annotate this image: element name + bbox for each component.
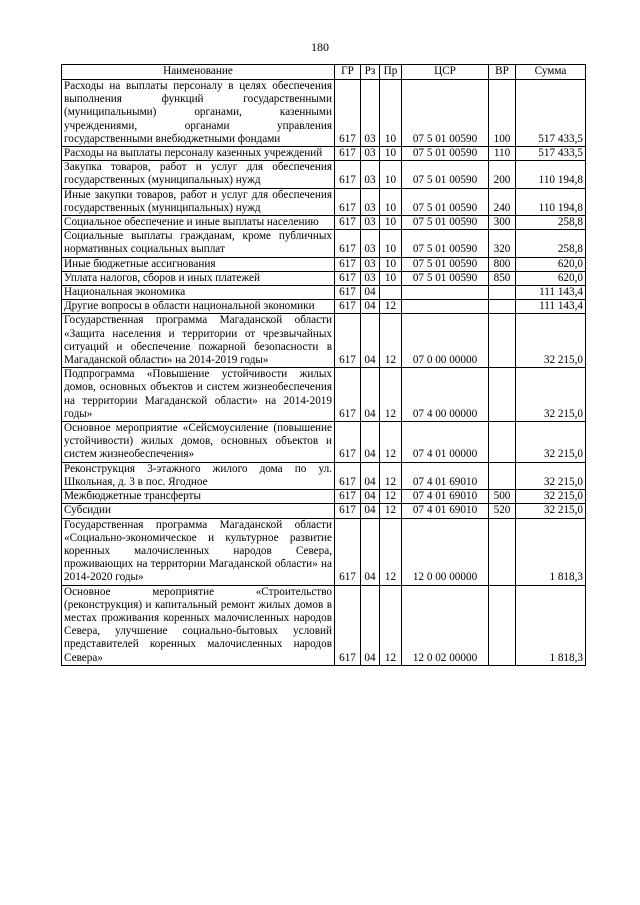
row-pr: 12 [380, 314, 402, 368]
row-vr: 200 [489, 161, 516, 188]
row-gr: 617 [335, 188, 361, 215]
table-row [62, 422, 586, 463]
row-pr: 12 [380, 422, 402, 463]
table-row [62, 80, 586, 147]
row-sum: 258,8 [516, 230, 586, 257]
row-rz: 03 [361, 230, 380, 257]
header-name: Наименование [62, 65, 335, 80]
row-pr: 10 [380, 271, 402, 285]
row-rz: 04 [361, 504, 380, 518]
row-name: Основное мероприятие «Строительство (реконструкция) и капитальный ремонт жилых домов в местах проживания коренных малочисленных народов Севера, улучшение социально-бытовых условий представителей коренных малочисленных народов Севера» [62, 585, 335, 665]
row-pr: 12 [380, 490, 402, 504]
row-name: Социальное обеспечение и иные выплаты населению [62, 216, 335, 230]
table-row [62, 147, 586, 161]
row-rz: 03 [361, 161, 380, 188]
table-row [62, 216, 586, 230]
row-name: Государственная программа Магаданской области «Социально-экономическое и культурное развитие коренных малочисленных народов Севера, проживающих на территории Магаданской области» на 2014-2020 годы» [62, 518, 335, 585]
row-rz: 04 [361, 585, 380, 665]
row-vr: 520 [489, 504, 516, 518]
row-rz: 04 [361, 314, 380, 368]
row-name: Национальная экономика [62, 286, 335, 300]
row-vr [489, 585, 516, 665]
row-name: Закупка товаров, работ и услуг для обеспечения государственных (муниципальных) нужд [62, 161, 335, 188]
row-name: Другие вопросы в области национальной экономики [62, 300, 335, 314]
row-gr: 617 [335, 216, 361, 230]
table-row [62, 504, 586, 518]
row-csr: 07 4 01 00000 [402, 422, 489, 463]
row-gr: 617 [335, 80, 361, 147]
header-gr: ГР [335, 65, 361, 80]
row-gr: 617 [335, 147, 361, 161]
row-sum: 620,0 [516, 257, 586, 271]
row-name: Расходы на выплаты персоналу казенных учреждений [62, 147, 335, 161]
row-gr: 617 [335, 230, 361, 257]
row-rz: 03 [361, 257, 380, 271]
row-pr [380, 286, 402, 300]
row-gr: 617 [335, 368, 361, 422]
table-body [62, 80, 586, 666]
row-gr: 617 [335, 462, 361, 489]
table-row [62, 230, 586, 257]
row-csr: 07 4 01 69010 [402, 462, 489, 489]
row-vr: 500 [489, 490, 516, 504]
row-pr: 10 [380, 216, 402, 230]
row-csr: 07 5 01 00590 [402, 216, 489, 230]
row-name: Основное мероприятие «Сейсмоусиление (повышение устойчивости) жилых домов, основных объектов и систем жизнеобеспечения» [62, 422, 335, 463]
table-row [62, 286, 586, 300]
row-name: Иные закупки товаров, работ и услуг для обеспечения государственных (муниципальных) нужд [62, 188, 335, 215]
row-vr: 240 [489, 188, 516, 215]
row-vr [489, 518, 516, 585]
row-name: Иные бюджетные ассигнования [62, 257, 335, 271]
page-number: 180 [311, 40, 329, 54]
row-sum: 517 433,5 [516, 147, 586, 161]
row-pr: 10 [380, 80, 402, 147]
row-sum: 110 194,8 [516, 188, 586, 215]
row-csr: 07 5 01 00590 [402, 230, 489, 257]
row-vr [489, 300, 516, 314]
row-pr: 12 [380, 504, 402, 518]
row-sum: 517 433,5 [516, 80, 586, 147]
row-rz: 03 [361, 271, 380, 285]
row-pr: 10 [380, 161, 402, 188]
row-csr: 07 5 01 00590 [402, 188, 489, 215]
table-row [62, 368, 586, 422]
table-row [62, 161, 586, 188]
row-gr: 617 [335, 161, 361, 188]
row-vr: 320 [489, 230, 516, 257]
row-name: Межбюджетные трансферты [62, 490, 335, 504]
row-csr: 07 5 01 00590 [402, 271, 489, 285]
row-csr: 07 5 01 00590 [402, 80, 489, 147]
table-row [62, 314, 586, 368]
row-pr: 10 [380, 257, 402, 271]
row-csr: 12 0 02 00000 [402, 585, 489, 665]
row-sum: 111 143,4 [516, 300, 586, 314]
row-gr: 617 [335, 314, 361, 368]
row-csr: 07 4 01 69010 [402, 504, 489, 518]
row-pr: 12 [380, 368, 402, 422]
row-vr [489, 286, 516, 300]
row-pr: 12 [380, 462, 402, 489]
row-csr: 07 4 00 00000 [402, 368, 489, 422]
row-sum: 32 215,0 [516, 490, 586, 504]
row-vr: 300 [489, 216, 516, 230]
row-csr: 12 0 00 00000 [402, 518, 489, 585]
row-gr: 617 [335, 286, 361, 300]
row-csr: 07 5 01 00590 [402, 257, 489, 271]
row-vr [489, 462, 516, 489]
row-csr: 07 5 01 00590 [402, 161, 489, 188]
row-name: Расходы на выплаты персоналу в целях обеспечения выполнения функций государственными (муниципальными) органами, казенными учреждениями, органами управления государственными внебюджетными фондами [62, 80, 335, 147]
row-vr [489, 314, 516, 368]
row-gr: 617 [335, 504, 361, 518]
table-row [62, 490, 586, 504]
row-pr: 10 [380, 188, 402, 215]
row-vr [489, 368, 516, 422]
row-rz: 04 [361, 422, 380, 463]
row-name: Реконструкция 3-этажного жилого дома по ул. Школьная, д. 3 в пос. Ягодное [62, 462, 335, 489]
row-vr: 100 [489, 80, 516, 147]
row-csr: 07 4 01 69010 [402, 490, 489, 504]
row-gr: 617 [335, 518, 361, 585]
row-rz: 04 [361, 518, 380, 585]
row-csr [402, 300, 489, 314]
row-pr: 10 [380, 147, 402, 161]
row-gr: 617 [335, 422, 361, 463]
table-row [62, 585, 586, 665]
row-vr: 110 [489, 147, 516, 161]
row-rz: 03 [361, 216, 380, 230]
row-rz: 04 [361, 300, 380, 314]
row-rz: 04 [361, 368, 380, 422]
row-sum: 620,0 [516, 271, 586, 285]
table-row [62, 188, 586, 215]
header-vr: ВР [489, 65, 516, 80]
row-pr: 12 [380, 518, 402, 585]
row-rz: 04 [361, 490, 380, 504]
row-rz: 04 [361, 462, 380, 489]
row-name: Субсидии [62, 504, 335, 518]
budget-table [61, 64, 586, 666]
row-sum: 1 818,3 [516, 518, 586, 585]
row-gr: 617 [335, 257, 361, 271]
row-rz: 03 [361, 147, 380, 161]
row-sum: 110 194,8 [516, 161, 586, 188]
row-sum: 111 143,4 [516, 286, 586, 300]
row-gr: 617 [335, 490, 361, 504]
row-rz: 04 [361, 286, 380, 300]
row-sum: 32 215,0 [516, 314, 586, 368]
row-vr: 800 [489, 257, 516, 271]
row-name: Государственная программа Магаданской области «Защита населения и территории от чрезвычайных ситуаций и обеспечение пожарной безопасности в Магаданской области» на 2014-2019 годы» [62, 314, 335, 368]
row-rz: 03 [361, 188, 380, 215]
row-name: Социальные выплаты гражданам, кроме публичных нормативных социальных выплат [62, 230, 335, 257]
row-csr: 07 0 00 00000 [402, 314, 489, 368]
row-gr: 617 [335, 585, 361, 665]
row-name: Уплата налогов, сборов и иных платежей [62, 271, 335, 285]
row-sum: 32 215,0 [516, 368, 586, 422]
row-csr: 07 5 01 00590 [402, 147, 489, 161]
row-name: Подпрограмма «Повышение устойчивости жилых домов, основных объектов и систем жизнеобеспечения на территории Магаданской области» на 2014-2019 годы» [62, 368, 335, 422]
header-pr: Пр [380, 65, 402, 80]
row-rz: 03 [361, 80, 380, 147]
table-row [62, 518, 586, 585]
row-sum: 32 215,0 [516, 462, 586, 489]
row-sum: 1 818,3 [516, 585, 586, 665]
row-gr: 617 [335, 300, 361, 314]
row-gr: 617 [335, 271, 361, 285]
table-row [62, 300, 586, 314]
row-vr: 850 [489, 271, 516, 285]
row-pr: 10 [380, 230, 402, 257]
table-row [62, 257, 586, 271]
row-sum: 258,8 [516, 216, 586, 230]
header-sum: Сумма [516, 65, 586, 80]
row-pr: 12 [380, 300, 402, 314]
header-rz: Рз [361, 65, 380, 80]
table-row [62, 462, 586, 489]
table-row [62, 271, 586, 285]
row-vr [489, 422, 516, 463]
header-csr: ЦСР [402, 65, 489, 80]
table-header-row [62, 65, 586, 80]
row-csr [402, 286, 489, 300]
row-sum: 32 215,0 [516, 422, 586, 463]
row-sum: 32 215,0 [516, 504, 586, 518]
row-pr: 12 [380, 585, 402, 665]
